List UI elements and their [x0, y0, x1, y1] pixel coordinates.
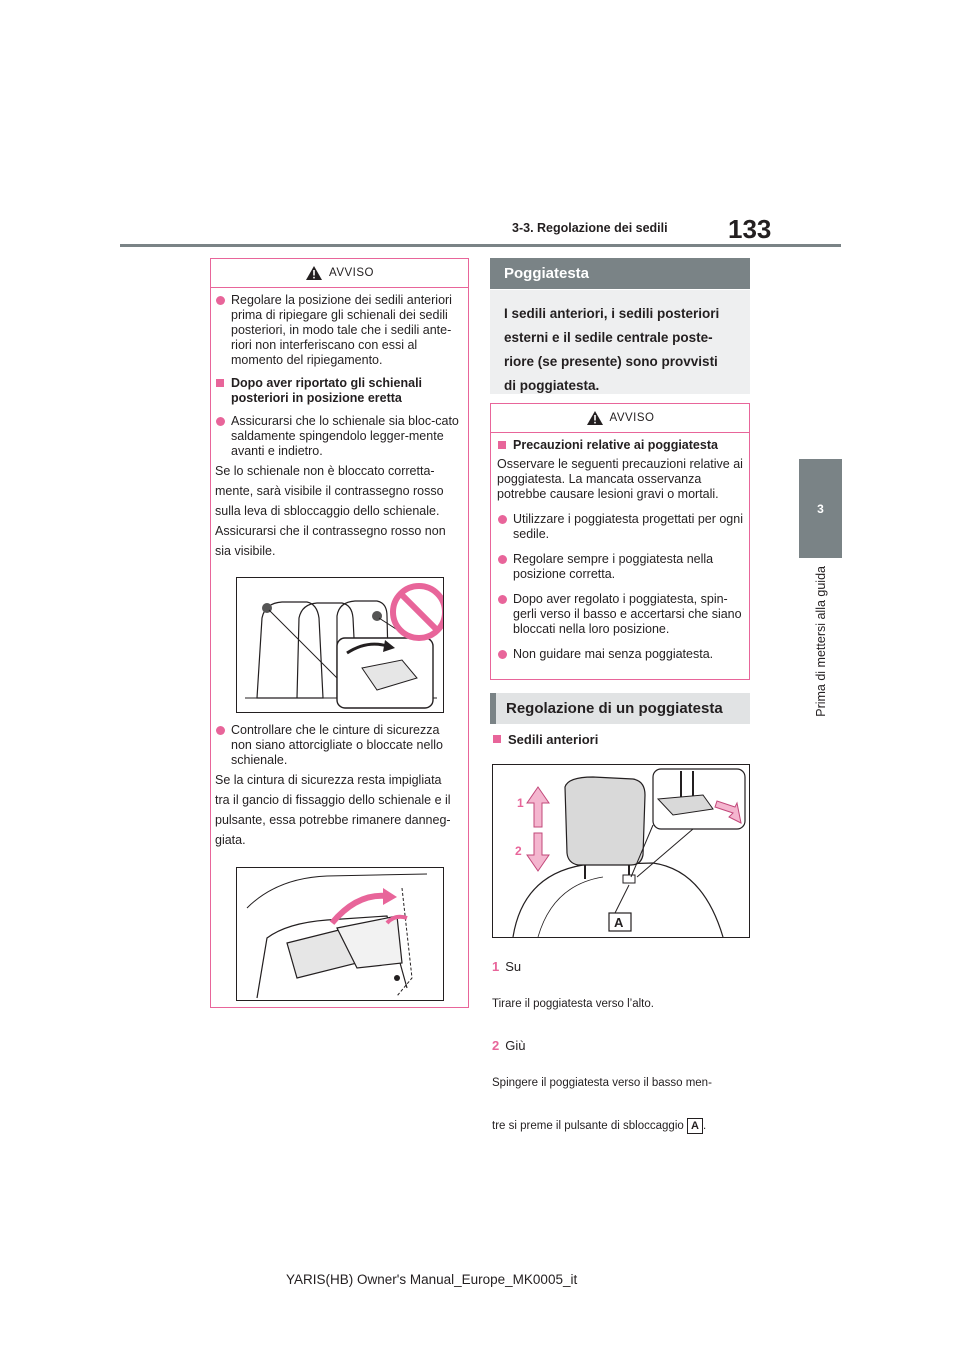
item-label: Su	[505, 959, 522, 974]
text-line: Assicurarsi che il contrassegno rosso non	[215, 524, 446, 538]
text-line: pulsante, essa potrebbe rimanere danneg-	[215, 813, 451, 827]
warning-header	[211, 259, 468, 288]
warning-paragraph: Osservare le seguenti precauzioni relative ai poggiatesta. La mancata osservanza potrebbe causare lesioni gravi o mortali.	[497, 457, 743, 501]
item-down-tail: .	[702, 1120, 707, 1133]
chapter-tab: 3	[799, 459, 842, 558]
warning-triangle-icon	[586, 410, 604, 426]
text-line: mente, sarà visibile il contrassegno rosso	[215, 484, 444, 498]
chapter-title	[801, 566, 841, 736]
warning-bullet: Non guidare mai senza poggiatesta.	[497, 647, 743, 662]
sub-heading-front-seats: Sedili anteriori	[492, 732, 758, 747]
item-down-description-1: Spingere il poggiatesta verso il basso men-	[492, 1077, 712, 1089]
warning-bullet: Regolare sempre i poggiatesta nella posizione corretta.	[497, 552, 743, 582]
figure-label-1: 1	[517, 796, 524, 810]
intro-line: esterni e il sedile centrale poste-	[504, 330, 713, 345]
intro-line: riore (se presente) sono provvisti	[504, 354, 718, 369]
figure-label-2: 2	[515, 844, 522, 858]
item-up-description: Tirare il poggiatesta verso l’alto.	[492, 998, 654, 1010]
warning-subheading: Dopo aver riportato gli schienali posteriori in posizione eretta	[215, 376, 462, 406]
rear-seat-drawing	[237, 578, 443, 712]
warning-bullet: Regolare la posizione dei sedili anteriori prima di ripiegare gli schienali dei sedili posteriori, in modo tale che i sedili ante-riori non interferiscano con essi al momento del ripiegamento.	[215, 293, 462, 368]
warning-title: AVVISO	[609, 412, 655, 424]
warning-box-headrests	[490, 403, 750, 680]
text-line: Se lo schienale non è bloccato corretta-	[215, 464, 435, 478]
inline-label-a: A	[687, 1118, 703, 1134]
warning-triangle-icon	[305, 265, 323, 281]
footer-document-id: YARIS(HB) Owner's Manual_Europe_MK0005_it	[286, 1272, 578, 1287]
rear-seat-lock-illustration	[236, 577, 444, 713]
warning-bullet: Dopo aver regolato i poggiatesta, spin-gerli verso il basso e accertarsi che siano bloccati nella loro posizione.	[497, 592, 743, 637]
warning-bullet: Utilizzare i poggiatesta progettati per ogni sedile.	[497, 512, 743, 542]
item-down-text: tre si preme il pulsante di sbloccaggio	[492, 1120, 684, 1133]
warning-bullet: Assicurarsi che lo schienale sia bloc-cato saldamente spingendolo legger-mente avanti e indietro.	[215, 414, 462, 459]
text-line: giata.	[215, 833, 246, 847]
item-down	[492, 1038, 960, 1053]
section-band-regolazione: Regolazione di un poggiatesta	[490, 693, 750, 724]
headrest-adjust-illustration	[492, 764, 750, 938]
section-header: 3-3. Regolazione dei sedili	[512, 221, 668, 235]
intro-line: di poggiatesta.	[504, 378, 600, 393]
intro-box	[490, 290, 750, 394]
warning-box-seatbacks	[210, 258, 469, 1008]
text-line: sia visibile.	[215, 544, 276, 558]
header-rule	[120, 244, 841, 247]
warning-title: AVVISO	[329, 267, 374, 279]
section-band-poggiatesta: Poggiatesta	[490, 258, 750, 289]
text-line: Se la cintura di sicurezza resta impigliata	[215, 773, 442, 787]
warning-bullet: Controllare che le cinture di sicurezza non siano attorcigliate o bloccate nello schienale.	[215, 723, 462, 768]
text-line: tra il gancio di fissaggio dello schienale e il	[215, 793, 451, 807]
seatbelt-illustration	[236, 867, 444, 1001]
item-number: 2	[492, 1038, 500, 1053]
item-number: 1	[492, 959, 500, 974]
chapter-title-text: Prima di mettersi alla guida	[814, 566, 828, 717]
figure-label-a: A	[614, 915, 624, 930]
item-down-description-2	[492, 1118, 960, 1134]
intro-line: I sedili anteriori, i sedili posteriori	[504, 306, 720, 321]
text-line: sulla leva di sbloccaggio dello schienale.	[215, 504, 440, 518]
folded-seat-drawing	[237, 868, 443, 1000]
item-up	[492, 959, 960, 974]
headrest-drawing	[493, 765, 749, 937]
item-label: Giù	[505, 1038, 526, 1053]
page-number: 133	[728, 214, 772, 244]
warning-subheading: Precauzioni relative ai poggiatesta	[497, 438, 743, 453]
warning-header	[491, 404, 749, 433]
